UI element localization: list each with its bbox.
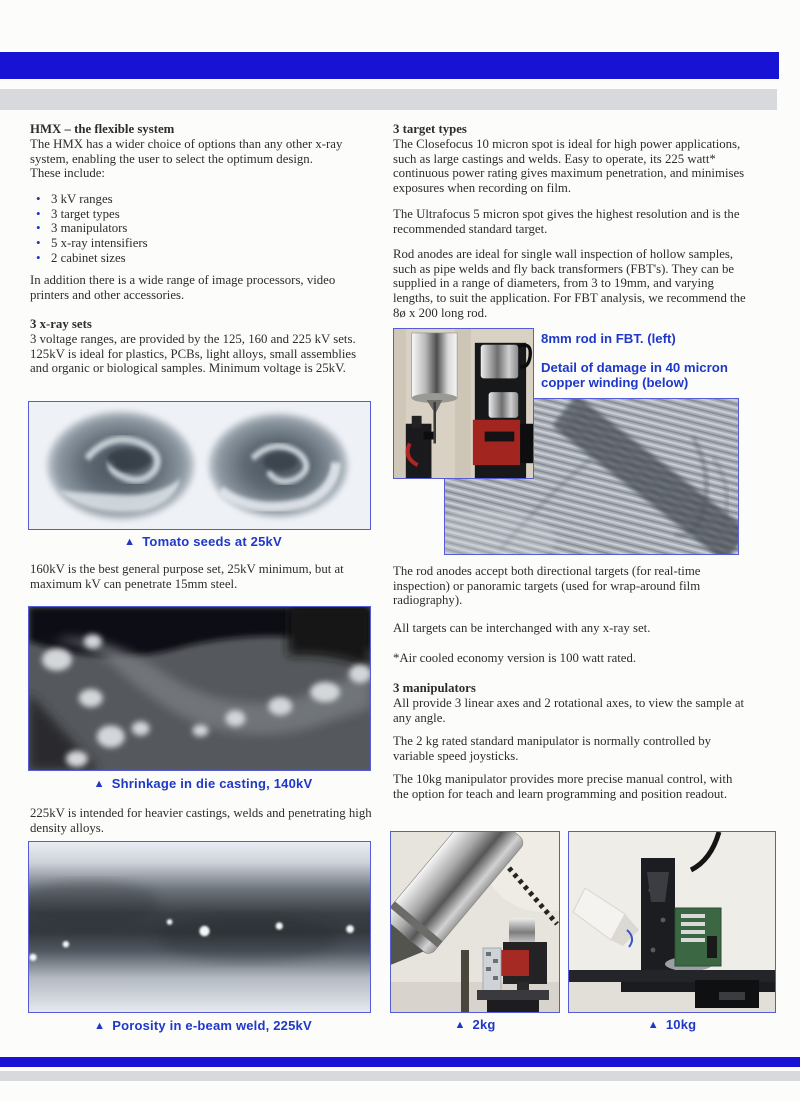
tomato-seeds-image xyxy=(28,401,371,530)
air-cooled-note: *Air cooled economy version is 100 watt rated. xyxy=(393,651,637,665)
target-p3: Rod anodes are ideal for single wall inspection of hollow samples, such as pipe welds and fly back transformers (FBT's). They can be supplied in a range of diameters, from 3 to 19mm, and varying lengths, to suit the application. For FBT analysis, we recommend the 8ø x 200 long rod. xyxy=(393,247,746,320)
bottom-blue-bar xyxy=(0,1057,800,1067)
xray-sets-paragraph: 3 voltage ranges, are provided by the 125, 160 and 225 kV sets. 125kV is ideal for plastics, PCBs, light alloys, small assemblies and organic or biological samples. Minimum voltage is 25kV. xyxy=(30,332,357,376)
addition-paragraph: In addition there is a wide range of image processors, video printers and other accessories. xyxy=(30,273,336,302)
manip-p1: All provide 3 linear axes and 2 rotational axes, to view the sample at any angle. xyxy=(393,696,745,725)
caption-triangle-icon: ▲ xyxy=(94,1020,106,1032)
tomato-caption xyxy=(30,534,376,551)
caption-text: Shrinkage in die casting, 140kV xyxy=(111,776,313,791)
bullet-item: • 3 kV ranges xyxy=(30,192,376,207)
kg2-caption xyxy=(390,1017,560,1034)
manipulator-10kg-photo xyxy=(568,831,776,1013)
porosity-caption xyxy=(30,1018,376,1035)
target-p2: The Ultrafocus 5 micron spot gives the highest resolution and is the recommended standard target. xyxy=(393,207,740,236)
manip-p3: The 10kg manipulator provides more precise manual control, with the option for teach and learn programming and position readout. xyxy=(393,772,733,801)
caption-triangle-icon: ▲ xyxy=(647,1019,659,1031)
manipulators-heading: 3 manipulators xyxy=(393,681,476,695)
fbt-caption-2: Detail of damage in 40 micron copper winding (below) xyxy=(541,359,728,390)
intro-body2: These include: xyxy=(30,166,105,181)
manip-p2: The 2 kg rated standard manipulator is normally controlled by variable speed joysticks. xyxy=(393,734,712,763)
right-column xyxy=(393,0,749,1101)
intro-body: The HMX has a wider choice of options than any other x-ray system, enabling the user to select the optimum design. xyxy=(30,137,343,166)
intro-heading: HMX – the flexible system xyxy=(30,122,175,136)
caption-triangle-icon: ▲ xyxy=(124,536,136,548)
fbt-caption-1: 8mm rod in FBT. (left) xyxy=(541,331,676,346)
bullet-item: • 2 cabinet sizes xyxy=(30,251,376,266)
p225-paragraph: 225kV is intended for heavier castings, welds and penetrating high density alloys. xyxy=(30,806,372,835)
kg10-caption xyxy=(568,1017,776,1034)
porosity-image xyxy=(28,841,371,1013)
caption-triangle-icon: ▲ xyxy=(93,778,105,790)
caption-text: Tomato seeds at 25kV xyxy=(142,534,282,549)
p160-paragraph: 160kV is the best general purpose set, 25kV minimum, but at maximum kV can penetrate 15mm steel. xyxy=(30,562,344,591)
targets-interchange-paragraph: All targets can be interchanged with any x-ray set. xyxy=(393,621,651,635)
left-column xyxy=(30,0,376,1101)
target-types-heading: 3 target types xyxy=(393,122,467,136)
caption-text: Porosity in e-beam weld, 225kV xyxy=(112,1018,312,1033)
bullet-item: • 5 x-ray intensifiers xyxy=(30,236,376,251)
bottom-gray-bar xyxy=(0,1071,800,1081)
fbt-photo xyxy=(393,328,534,479)
caption-text: 2kg xyxy=(472,1017,496,1032)
target-p1: The Closefocus 10 micron spot is ideal for high power applications, such as large castings and welds. Easy to operate, its 225 watt* continuous power rating gives maximum penetration, and minimises exposures when recording on film. xyxy=(393,137,745,196)
bullet-item: • 3 target types xyxy=(30,207,376,222)
xray-sets-heading: 3 x-ray sets xyxy=(30,317,92,331)
caption-text: 10kg xyxy=(665,1017,697,1032)
fbt-captions xyxy=(541,331,756,404)
shrinkage-image xyxy=(28,606,371,771)
options-bullet-list xyxy=(30,192,376,266)
intro-paragraph xyxy=(30,137,376,181)
bullet-item: • 3 manipulators xyxy=(30,221,376,236)
shrinkage-caption xyxy=(30,776,376,793)
caption-triangle-icon: ▲ xyxy=(454,1019,466,1031)
rod-anodes-paragraph: The rod anodes accept both directional targets (for real-time inspection) or panoramic targets (used for wrap-around film radiography). xyxy=(393,564,701,608)
manipulator-2kg-photo xyxy=(390,831,560,1013)
